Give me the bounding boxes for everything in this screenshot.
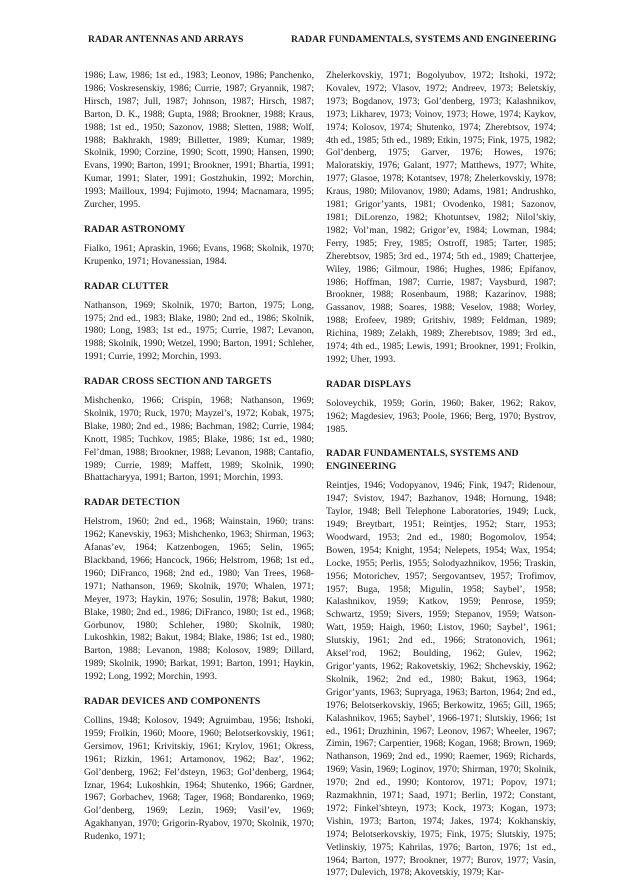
left-column: [84, 70, 314, 856]
entry-text: 1986; Law, 1986; 1st ed., 1983; Leonov, 1986; Panchenko, 1986; Voskresenskiy, 1986; Currie, 1987; Gryannik, 1987; Hirsch, 1987; Jull, 1987; Johnson, 1987; Hirsch, 1987; Barton, D. K., 1988; Gupta, 1988; Brookner, 1988; Kraus, 1988; 1st ed., 1950; Sazonov, 1988; Sletten, 1988; Wolf, 1988; Bakhrakh, 1989; Billetter, 1989; Kumar, 1989; Skolnik, 1990; Corzine, 1990; Scott, 1990; Hansen, 1990; Evans, 1990; Barton, 1991; Brookner, 1991; Bhartia, 1991; Kumar, 1991; Slater, 1991; Gostzhukin, 1992; Morchin, 1993; Mailloux, 1994; Fujimoto, 1994; Macnamara, 1995; Zurcher, 1995.: [84, 70, 314, 211]
entry-text: Soloveychik, 1959; Gorin, 1960; Baker, 1962; Rakov, 1962; Magdesiev, 1963; Poole, 1966; Berg, 1970; Bystrov, 1985.: [326, 397, 556, 435]
entry-text: Zhelerkovskiy, 1971; Bogolyubov, 1972; Itshoki, 1972; Kovalev, 1972; Vlasov, 1972; Andreev, 1973; Beletskiy, 1973; Bogdanov, 1973; Gol’denberg, 1973; Kalashnikov, 1973; Likharev, 1973; Voinov, 1973; Howe, 1974; Kaykov, 1974; Kolosov, 1974; Shutenko, 1974; Zherebtsov, 1974; 4th ed., 1985; 5th ed., 1989; Etkin, 1975; Fink, 1975, 1982; Gol’denberg, 1975; Garver, 1976; Howes, 1976; Maloratskiy, 1976; Galant, 1977; Matthews, 1977; White, 1977; Glasoe, 1978; Kotantsev, 1978; Zhelerkovskiy, 1978; Kraus, 1980; Milovanov, 1980; Adams, 1981; Andrushko, 1981; Grigor’yants, 1981; Ovodenko, 1981; Sazonov, 1981; DiLorenzo, 1982; Khotuntsev, 1982; Nilol’skiy, 1982; Vol’man, 1982; Grigor’ev, 1984; Lowman, 1984; Ferry, 1985; Frey, 1985; Ostroff, 1985; Tarter, 1985; Zherebtsov, 1985; 3rd ed., 1974; 5th ed., 1989; Chatterjee, Wiley, 1986; Gilmour, 1986; Hughes, 1986; Epifanov, 1986; Hoffman, 1987; Currie, 1987; Vaysburd, 1987; Brookner, 1988; Rosenbaum, 1988; Kazarinov, 1988; Gassanov, 1988; Soares, 1988; Veselov, 1988; Worley, 1988; Erofeev, 1989; Gritshiv, 1989; Feldman, 1989; Richina, 1989; Zelakh, 1989; Zherebtsov, 1989; 3rd ed., 1974; 4th ed., 1985; Lewis, 1991; Brookner, 1991; Frolkin, 1992; Uher, 1993.: [326, 70, 556, 365]
entry-radar-detection: [84, 497, 314, 684]
right-column: [326, 70, 556, 892]
running-header: [0, 34, 617, 50]
entry-devices-continuation: [326, 70, 556, 367]
entry-heading: RADAR DEVICES AND COMPONENTS: [84, 696, 261, 708]
entry-heading: RADAR DETECTION: [84, 497, 181, 509]
entry-heading: RADAR FUNDAMENTALS, SYSTEMS AND ENGINEERING: [326, 448, 519, 473]
running-header-right: RADAR FUNDAMENTALS, SYSTEMS AND ENGINEERING: [291, 34, 557, 45]
entry-heading: RADAR DISPLAYS: [326, 378, 412, 390]
entry-radar-cross-section: [84, 376, 314, 485]
entry-text: Collins, 1948; Kolosov, 1949; Agruimbau, 1956; Itshoki, 1959; Frolkin, 1960; Moore, 1960; Belotserkovskiy, 1961; Gersimov, 1961; Krivitskiy, 1961; Krylov, 1961; Okress, 1961; Rizkin, 1961; Artamonov, 1962; Baz’, 1962; Gol’denberg, 1962; Fel’dsteyn, 1963; Gol’denberg, 1964; Iznar, 1964; Lukoshkin, 1964; Shutenko, 1966; Gardner, 1967; Gorbachev, 1968; Tager, 1968; Bondarenko, 1969; Gol’denberg, 1969; Lezin, 1969; Vasil’ev, 1969; Agakhanyan, 1970; Grigorin-Ryabov, 1970; Skolnik, 1970; Rudenko, 1971;: [84, 714, 314, 843]
entry-text: Fialko, 1961; Apraskin, 1966; Evans, 1968; Skolnik, 1970; Krupenko, 1971; Hovanessian, 1984.: [84, 242, 314, 267]
entry-radar-fundamentals: [326, 448, 556, 880]
entry-radar-clutter: [84, 281, 314, 364]
entry-heading: RADAR ASTRONOMY: [84, 223, 186, 235]
entry-radar-displays: [326, 379, 556, 437]
running-header-left: RADAR ANTENNAS AND ARRAYS: [88, 34, 244, 45]
entry-text: Mishchenko, 1966; Crispin, 1968; Nathanson, 1969; Skolnik, 1970; Ruck, 1970; Mayzel’s, 1972; Kobak, 1975; Blake, 1980; 2nd ed., 1986; Bachman, 1982; Currie, 1984; Knott, 1985; Tuchkov, 1985; Blake, 1986; 1st ed., 1980; Fel’dman, 1988; Brookner, 1988; Levanon, 1988; Cantafio, 1989; Currie, 1989; Maffett, 1989; Skolnik, 1990; Bhattacharyya, 1991; Barton, 1991; Morchin, 1993.: [84, 395, 314, 484]
entry-text: Helstrom, 1960; 2nd ed., 1968; Wainstain, 1960; trans: 1962; Kanevskiy, 1963; Mishchenko, 1963; Shirman, 1963; Afanas’ev, 1964; Katzenbogen, 1965; Selin, 1965; Blackband, 1966; Hancock, 1966; Helstrom, 1968; 1st ed., 1960; DiFranco, 1968; 2nd ed., 1980; Van Trees, 1968-1971; Nathanson, 1969; Skolnik, 1970; Whalen, 1971; Meyer, 1973; Haykin, 1976; Sosulin, 1978; Bakut, 1980; Blake, 1980; 2nd ed., 1986; DiFranco, 1980; 1st ed., 1968; Gorbunov, 1980; Schleher, 1980; Skolnik, 1980; Lukoshkin, 1982; Bakut, 1984; Blake, 1986; 1st ed., 1980; Barton, 1988; Levanon, 1988; Kolosov, 1989; Dillard, 1989; Skolnik, 1990; Barkat, 1991; Barton, 1991; Haykin, 1992; Long, 1992; Morchin, 1993.: [84, 516, 314, 683]
entry-radar-astronomy: [84, 224, 314, 269]
entry-text: Reintjes, 1946; Vodopyanov, 1946; Fink, 1947; Ridenour, 1947; Svistov, 1947; Bazhanov, 1948; Hornung, 1948; Taylor, 1948; Bell Telephone Laboratories, 1949; Luck, 1949; Breytbart, 1951; Reintjes, 1952; Starr, 1953; Woodward, 1953; 2nd ed., 1980; Bogomolov, 1954; Bowen, 1954; Knight, 1954; Nelepets, 1954; Wax, 1954; Locke, 1955; Perlis, 1955; Solodyazhnikov, 1956; Traskin, 1956; Motorichev, 1957; Sergovantsev, 1957; Trofimov, 1957; Buga, 1958; Migulin, 1958; Saybel’, 1958; Kalashnikov, 1959; Katkov, 1959; Penrose, 1959; Schwartz, 1959; Sivers, 1959; Stepanov, 1959; Watson-Watt, 1959; Haigh, 1960; Listov, 1960; Saybel’, 1961; Slutskiy, 1961; 2nd ed., 1966; Stratonovich, 1961; Aksel’rod, 1962; Boulding, 1962; Gulev, 1962; Grigor’yants, 1962; Rakovetskiy, 1962; Shchevskiy, 1962; Skolnik, 1962; 2nd ed., 1980; Bakut, 1963, 1964; Grigor’yants, 1963; Supryaga, 1963; Barton, 1964; 2nd ed., 1976; Belotserkovskiy, 1965; Berkowitz, 1965; Gill, 1965; Kalashnikov, 1965; Saybel’, 1966-1971; Slutskiy, 1966; 1st ed., 1961; Druzhinin, 1967; Leonov, 1967; Wheeler, 1967; Zimin, 1967; Carpentier, 1968; Kogan, 1968; Brown, 1969; Nathanson, 1969; 2nd ed., 1990; Raemer, 1969; Richards, 1969; Vasin, 1969; Loginov, 1970; Shirman, 1970; Skolnik, 1970; 2nd ed., 1990; Kontorov, 1971; Popov, 1971; Razmakhnin, 1971; Saad, 1971; Berlin, 1972; Constant, 1972; Finkel’shteyn, 1973; Kock, 1973; Kogan, 1973; Vishin, 1973; Barton, 1974; Jakes, 1974; Kokhanskiy, 1974; Belotserkovskiy, 1975; Fink, 1975; Slutskiy, 1975; Vetlinskiy, 1975; Kahrilas, 1976; Barton, 1976; 1st ed., 1964; Barton, 1977; Brookner, 1977; Burov, 1977; Vasin, 1977; Dulevich, 1978; Akovetskiy, 1979; Kar-: [326, 480, 556, 879]
entry-heading: RADAR CROSS SECTION AND TARGETS: [84, 376, 272, 388]
entry-radar-devices: [84, 696, 314, 844]
entry-antennas-continuation: [84, 70, 314, 212]
entry-heading: RADAR CLUTTER: [84, 280, 169, 292]
entry-text: Nathanson, 1969; Skolnik, 1970; Barton, 1975; Long, 1975; 2nd ed., 1983; Blake, 1980; 2nd ed., 1986; Skolnik, 1980; Long, 1983; 1st ed., 1975; Currie, 1987; Levanon, 1988; Skolnik, 1990; Wetzel, 1990; Barton, 1991; Schleher, 1991; Currie, 1992; Morchin, 1993.: [84, 299, 314, 363]
